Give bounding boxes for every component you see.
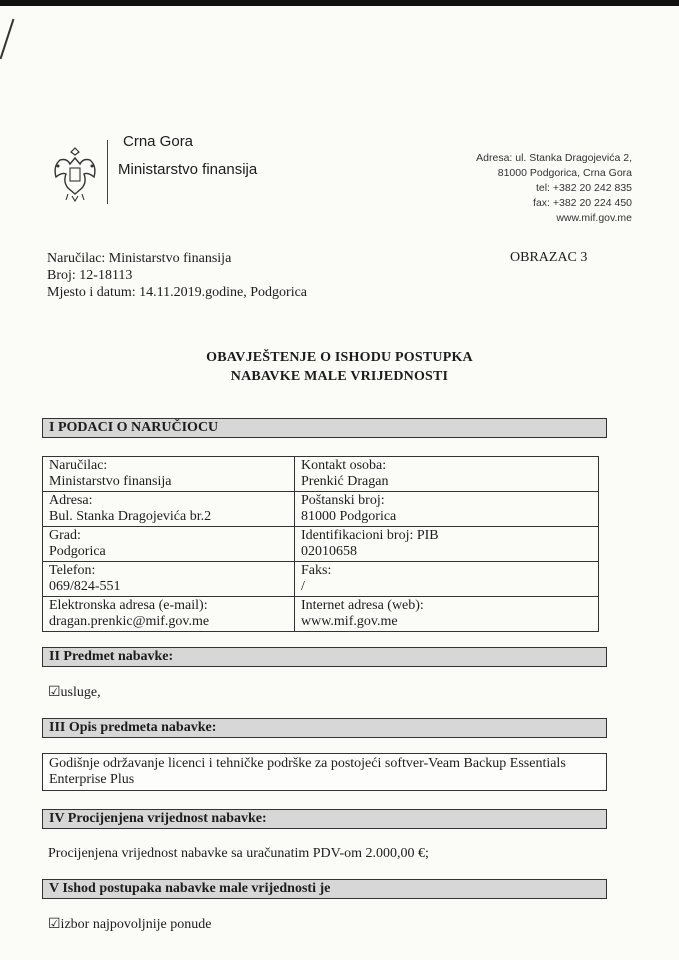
- table-cell: [43, 492, 295, 527]
- meta-narucilac: Naručilac: Ministarstvo finansija: [47, 251, 232, 266]
- letterhead-contact: [476, 151, 632, 226]
- field-label: Adresa:: [49, 493, 93, 508]
- field-value: dragan.prenkic@mif.gov.me: [49, 614, 210, 629]
- letterhead-divider: [107, 140, 108, 204]
- pen-mark: [0, 19, 14, 60]
- field-label: Poštanski broj:: [301, 493, 385, 508]
- table-cell: [295, 492, 599, 527]
- field-label: Faks:: [301, 563, 332, 578]
- title-line-2: NABAVKE MALE VRIJEDNOSTI: [230, 369, 449, 384]
- procurement-description: Godišnje održavanje licenci i tehničke podrške za postojeći softver-Veam Backup Essentials Enterprise Plus: [42, 753, 607, 791]
- contact-fax: fax: +382 20 224 450: [533, 197, 632, 209]
- field-value: /: [301, 579, 305, 594]
- scan-top-edge: [0, 0, 679, 6]
- document-meta: [47, 250, 307, 301]
- section-1-header: I PODACI O NARUČIOCU: [42, 418, 607, 438]
- field-value: Bul. Stanka Dragojevića br.2: [49, 509, 212, 524]
- table-row: [43, 527, 599, 562]
- table-cell: [43, 597, 295, 632]
- meta-mjesto-datum: Mjesto i datum: 14.11.2019.godine, Podgorica: [47, 285, 308, 300]
- field-label: Naručilac:: [49, 458, 108, 473]
- meta-broj: Broj: 12-18113: [47, 268, 133, 283]
- field-value: Prenkić Dragan: [301, 474, 389, 489]
- field-label: Kontakt osoba:: [301, 458, 387, 473]
- field-value: www.mif.gov.me: [301, 614, 398, 629]
- field-label: Grad:: [49, 528, 81, 543]
- document-title: [0, 348, 679, 386]
- letterhead-country: Crna Gora: [123, 133, 194, 150]
- section-5-header: V Ishod postupaka nabavke male vrijednosti je: [42, 879, 607, 899]
- table-row: [43, 597, 599, 632]
- section-2-header: II Predmet nabavke:: [42, 647, 607, 667]
- section-4-header: IV Procijenjena vrijednost nabavke:: [42, 809, 607, 829]
- table-cell: [295, 562, 599, 597]
- coat-of-arms-icon: [50, 144, 100, 204]
- form-label: OBRAZAC 3: [510, 250, 588, 265]
- table-row: [43, 457, 599, 492]
- field-value: 069/824-551: [49, 579, 121, 594]
- field-value: 02010658: [301, 544, 357, 559]
- table-cell: [295, 527, 599, 562]
- field-value: 81000 Podgorica: [301, 509, 397, 524]
- contracting-authority-table: [42, 456, 599, 632]
- table-cell: [295, 597, 599, 632]
- title-line-1: OBAVJEŠTENJE O ISHODU POSTUPKA: [206, 350, 473, 365]
- field-label: Elektronska adresa (e-mail):: [49, 598, 208, 613]
- table-cell: [43, 562, 295, 597]
- outcome-checked: ☑izbor najpovoljnije ponude: [48, 917, 212, 932]
- contact-address-2: 81000 Podgorica, Crna Gora: [497, 167, 632, 179]
- table-row: [43, 492, 599, 527]
- section-3-header: III Opis predmeta nabavke:: [42, 718, 607, 738]
- table-row: [43, 562, 599, 597]
- contact-web: www.mif.gov.me: [556, 212, 632, 224]
- table-cell: [295, 457, 599, 492]
- contact-tel: tel: +382 20 242 835: [535, 182, 632, 194]
- procurement-type-checked: ☑usluge,: [48, 685, 101, 700]
- field-label: Telefon:: [49, 563, 96, 578]
- table-cell: [43, 457, 295, 492]
- contact-address-1: Adresa: ul. Stanka Dragojevića 2,: [476, 152, 632, 164]
- field-label: Internet adresa (web):: [301, 598, 424, 613]
- letterhead-ministry: Ministarstvo finansija: [118, 161, 258, 178]
- estimated-value-text: Procijenjena vrijednost nabavke sa uračunatim PDV-om 2.000,00 €;: [48, 846, 429, 861]
- field-value: Ministarstvo finansija: [49, 474, 172, 489]
- field-label: Identifikacioni broj: PIB: [301, 528, 439, 543]
- field-value: Podgorica: [49, 544, 106, 559]
- table-cell: [43, 527, 295, 562]
